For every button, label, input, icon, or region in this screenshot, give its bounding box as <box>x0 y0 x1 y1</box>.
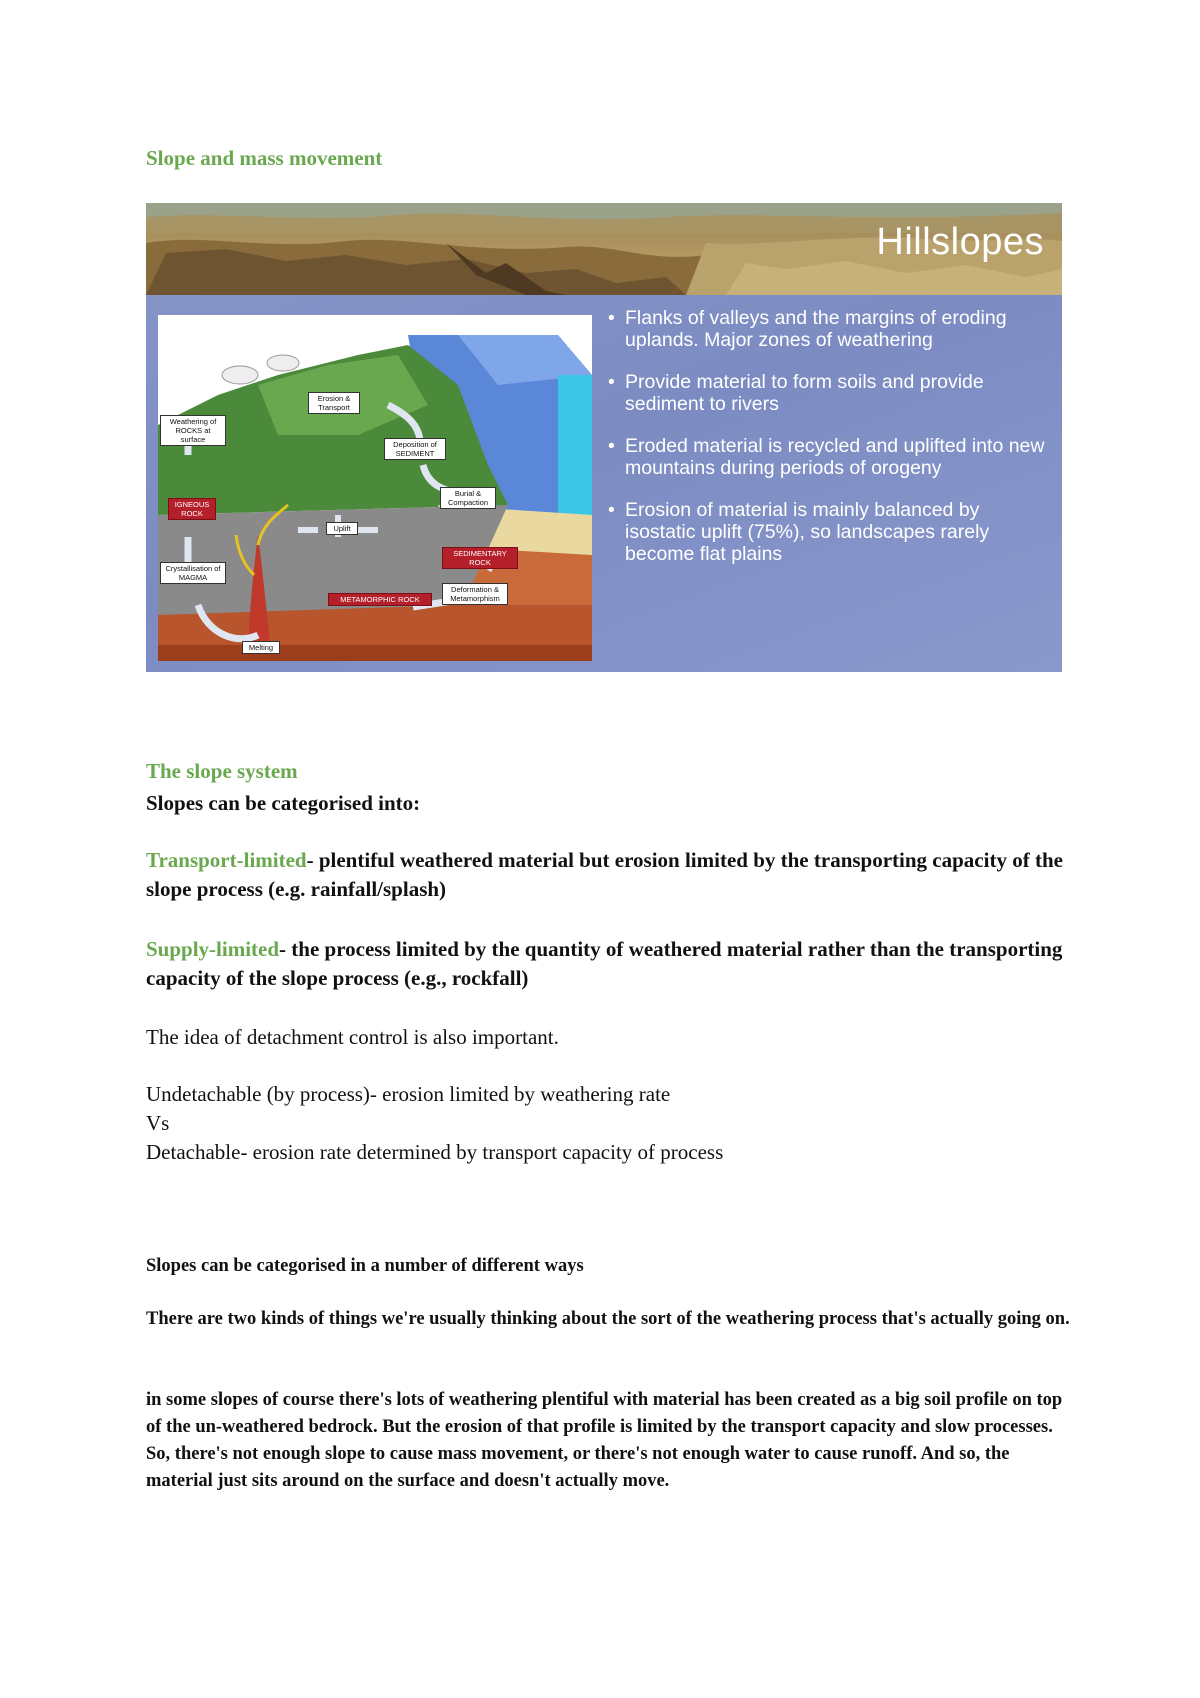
slide-bullet: • Erosion of material is mainly balanced by isostatic uplift (75%), so landscapes rarely become flat plains <box>608 499 1054 565</box>
transport-limited-term: Transport-limited <box>146 848 307 872</box>
detachment-control-text: The idea of detachment control is also important. <box>146 1025 559 1049</box>
label-sedimentary-rock: SEDIMENTARY ROCK <box>442 547 518 569</box>
label-uplift: Uplift <box>326 522 358 535</box>
label-weathering: Weathering of ROCKS at surface <box>160 415 226 446</box>
supply-limited-paragraph <box>146 935 1076 993</box>
slide-bullet: • Provide material to form soils and provide sediment to rivers <box>608 371 1054 415</box>
detachable-text: Detachable- erosion rate determined by transport capacity of process <box>146 1140 724 1164</box>
slide-banner-photo <box>146 203 1062 295</box>
document-title: Slope and mass movement <box>146 146 383 170</box>
transport-limited-paragraph <box>146 846 1076 904</box>
undetachable-text: Undetachable (by process)- erosion limited by weathering rate <box>146 1082 671 1106</box>
label-melting: Melting <box>242 641 280 654</box>
categories-intro: Slopes can be categorised into: <box>146 791 421 815</box>
label-metamorphic-rock: METAMORPHIC ROCK <box>328 593 432 606</box>
rock-cycle-illustration <box>158 315 592 661</box>
slide-bullet-list <box>608 307 1054 585</box>
hillslopes-slide-image <box>146 203 1062 672</box>
label-erosion-transport: Erosion & Transport <box>308 392 360 414</box>
supply-limited-term: Supply-limited <box>146 937 280 961</box>
supply-limited-definition: - the process limited by the quantity of weathered material rather than the transporting capacity of the slope process (e.g., rockfall) <box>146 937 1063 990</box>
label-burial-compaction: Burial & Compaction <box>440 487 496 509</box>
slide-bullet: • Flanks of valleys and the margins of eroding uplands. Major zones of weathering <box>608 307 1054 351</box>
label-crystallisation: Crystallisation of MAGMA <box>160 562 226 584</box>
slide-title: Hillslopes <box>876 221 1044 263</box>
label-deformation: Deformation & Metamorphism <box>442 583 508 605</box>
paragraph-weathering-example: in some slopes of course there's lots of weathering plentiful with material has been created as a big soil profile on top of the un-weathered bedrock. But the erosion of that profile is limited by the transport capacity and slow processes. So, there's not enough slope to cause mass movement, or there's not enough water to cause runoff. And so, the material just sits around on the surface and doesn't actually move. <box>146 1390 1063 1491</box>
transport-limited-definition: - plentiful weathered material but erosion limited by the transporting capacity of the slope process (e.g. rainfall/splash) <box>146 848 1063 901</box>
label-deposition: Deposition of SEDIMENT <box>384 438 446 460</box>
section-heading: The slope system <box>146 759 298 783</box>
paragraph-categorised: Slopes can be categorised in a number of different ways <box>146 1256 584 1276</box>
vs-text: Vs <box>146 1111 170 1135</box>
label-igneous-rock: IGNEOUS ROCK <box>168 498 216 520</box>
rock-cycle-diagram <box>158 315 592 661</box>
slide-bullet: • Eroded material is recycled and uplifted into new mountains during periods of orogeny <box>608 435 1054 479</box>
paragraph-two-kinds: There are two kinds of things we're usually thinking about the sort of the weathering process that's actually going on. <box>146 1309 1070 1329</box>
